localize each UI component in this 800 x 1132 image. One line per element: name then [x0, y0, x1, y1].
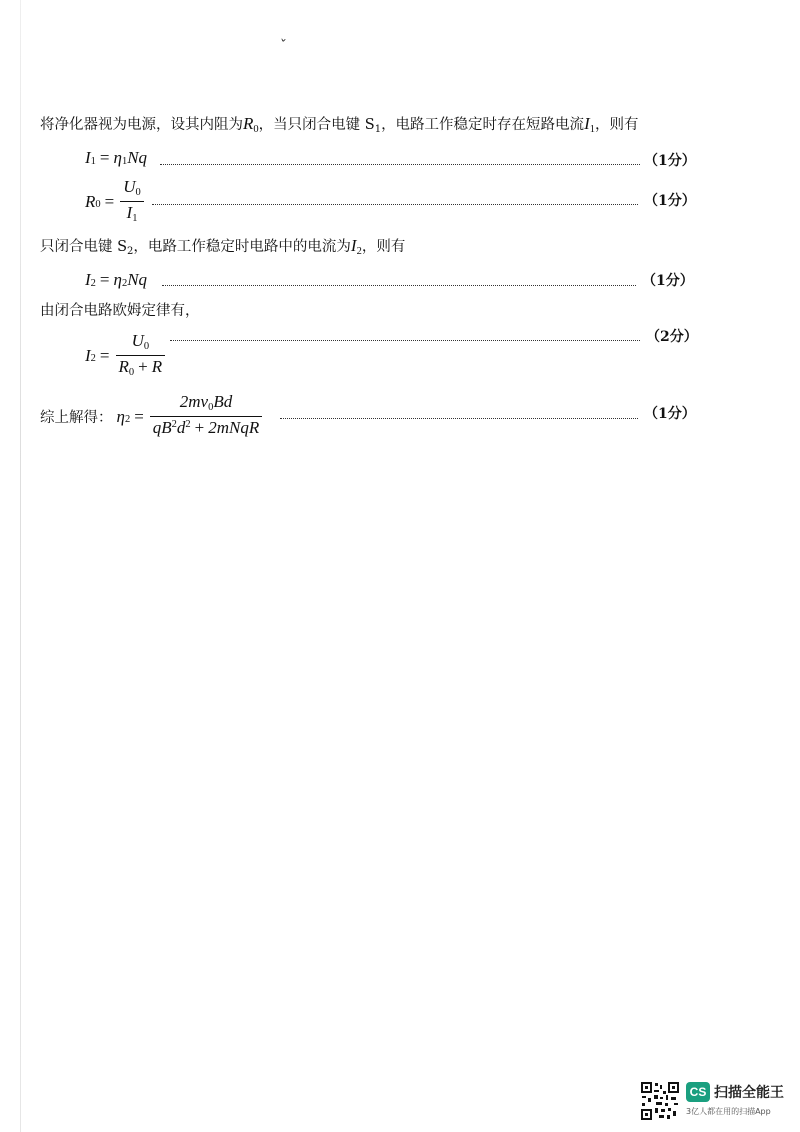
- symbol-I2: I2: [350, 236, 362, 257]
- dotted-leader-4: [170, 340, 640, 341]
- equation-5: 综上解得： η 2 = $\frac{2mv0Bd}{qB^2d^2 + 2mNqR}$: [40, 393, 264, 440]
- conclusion-label: 综上解得：: [40, 410, 113, 426]
- scan-edge: [20, 0, 21, 1132]
- score-eq4: （2分）: [646, 329, 698, 345]
- intro-end-text: ，则有: [594, 117, 639, 133]
- scan-mark: ˇ: [277, 37, 288, 55]
- dotted-leader-2: [152, 204, 638, 205]
- subscript-s1: 1: [374, 124, 382, 135]
- fraction-eta2: $\frac{2mv0Bd}{qB^2d^2 + 2mNqR}$: [150, 393, 262, 440]
- s2-end-text: ，则有: [361, 239, 406, 255]
- equation-3: I 2 = η 2 Nq: [85, 270, 148, 289]
- equation-1: I 1 = η 1 Nq: [85, 148, 148, 167]
- s2-text: 只闭合电键 S: [40, 239, 128, 255]
- qr-code-icon: [640, 1081, 680, 1121]
- symbol-I1: I1: [584, 114, 595, 135]
- fraction-U0-over-I1: $\frac{U0}{I1}$: [120, 178, 144, 225]
- equation-2: R 0 = $\frac{U0}{I1}$: [85, 178, 146, 225]
- dotted-leader-1: [160, 164, 640, 165]
- equation-4: I 2 = $\frac{U0}{R0 + R}$: [85, 332, 167, 379]
- intro-text: 将净化器视为电源，设其内阻为: [40, 117, 243, 133]
- camscanner-logo-icon: CS: [686, 1082, 710, 1102]
- dotted-leader-5: [280, 418, 638, 419]
- score-eq5: （1分）: [644, 406, 696, 422]
- score-eq3: （1分）: [642, 273, 694, 289]
- intro-mid2-text: ，电路工作稳定时存在短路电流: [381, 117, 585, 133]
- s2-line: [40, 237, 405, 258]
- watermark-tagline: 3亿人都在用的扫描App: [686, 1107, 771, 1116]
- symbol-R0: R0: [243, 114, 259, 135]
- s2-mid-text: ，电路工作稳定时电路中的电流为: [133, 239, 351, 255]
- intro-mid-text: ，当只闭合电键 S: [258, 117, 375, 133]
- dotted-leader-3: [162, 285, 636, 286]
- ohm-line: 由闭合电路欧姆定律有，: [40, 303, 200, 319]
- fraction-U0-over-R0-plus-R: $\frac{U0}{R0 + R}$: [116, 332, 166, 379]
- score-eq1: （1分）: [644, 153, 696, 169]
- intro-line: [40, 115, 638, 136]
- score-eq2: （1分）: [644, 193, 696, 209]
- watermark-brand: 扫描全能王: [714, 1085, 784, 1101]
- subscript-s2: 2: [127, 246, 134, 257]
